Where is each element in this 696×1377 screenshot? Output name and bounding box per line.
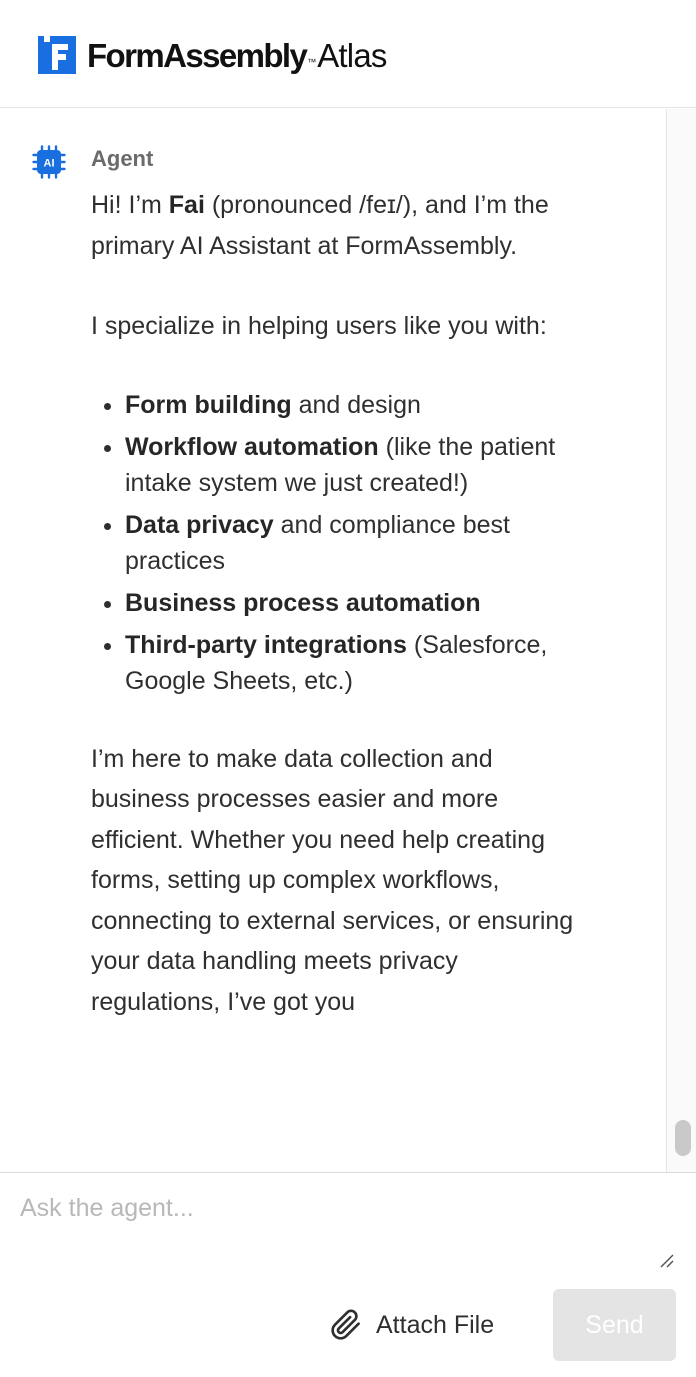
list-item [125,585,586,621]
list-item [125,507,586,579]
list-item-bold: Data privacy [125,510,274,539]
svg-text:AI: AI [43,157,55,170]
agent-message-input[interactable] [20,1194,660,1264]
closing-paragraph: I’m here to make data collection and business processes easier and more efficient. Whether you need help creating forms, setting up complex workflows, connecting to external services, or ensuring your data handling meets privacy regulations, I’ve got you [91,744,574,1016]
list-item-bold: Business process automation [125,588,481,617]
brand-name: FormAssembly [87,37,307,74]
app-header [0,0,696,108]
send-button[interactable]: Send [553,1289,676,1361]
list-item-text: and compliance best practices [125,510,510,575]
list-item [125,627,586,699]
ai-chip-icon [32,145,66,179]
attach-file-button[interactable] [330,1300,494,1350]
list-item-bold: Workflow automation [125,432,379,461]
brand-wordmark [87,36,387,76]
scrollbar-track[interactable] [666,109,696,1172]
list-item [125,429,586,501]
list-item-text: and design [291,390,421,419]
formassembly-logo-icon [38,36,76,74]
brand-trademark: ™ [307,57,317,67]
agent-name: Agent [91,146,154,171]
list-item-bold: Third-party integrations [125,630,407,659]
attach-file-label: Attach File [376,1310,495,1339]
brand-sub: Atlas [317,37,387,74]
intro-text-cont: (pronounced /feɪ/), and I’m the primary AI Assistant at FormAssembly. [91,191,549,260]
intro-paragraph [91,185,586,266]
paperclip-icon [330,1309,362,1341]
intro-text: Hi! I’m [91,191,169,219]
resize-handle-icon[interactable] [658,1252,676,1270]
capabilities-list [125,387,586,699]
list-item-text: (Salesforce, Google Sheets, etc.) [125,630,548,695]
list-item-bold: Form building [125,390,292,419]
scrollbar-thumb[interactable] [675,1120,691,1156]
list-item [125,387,586,423]
specialize-paragraph: I specialize in helping users like you with: [91,312,547,340]
assistant-name: Fai [168,191,205,219]
agent-message [91,185,586,1062]
list-item-text: (like the patient intake system we just created!) [125,432,556,497]
